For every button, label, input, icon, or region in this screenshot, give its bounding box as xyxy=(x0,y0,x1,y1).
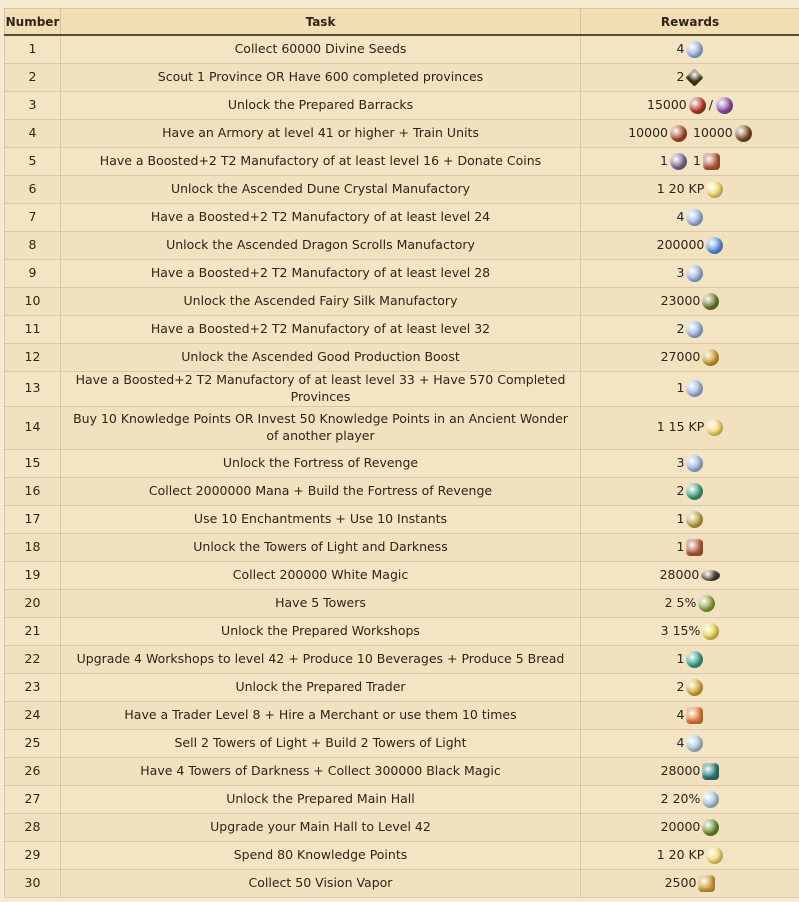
row-rewards xyxy=(581,785,799,813)
row-rewards xyxy=(581,232,799,260)
row-number: 30 xyxy=(5,869,61,897)
reward-list xyxy=(677,265,704,282)
row-number: 2 xyxy=(5,64,61,92)
row-number: 13 xyxy=(5,372,61,407)
table-row xyxy=(5,372,799,407)
row-rewards xyxy=(581,148,799,176)
reward-amount: 4 xyxy=(676,209,685,225)
soldier-icon xyxy=(670,125,687,142)
row-number: 1 xyxy=(5,35,61,64)
reward-list xyxy=(677,209,704,226)
reward-amount: 3 15% xyxy=(660,622,701,638)
unit-purple-icon xyxy=(716,97,733,114)
row-number: 24 xyxy=(5,701,61,729)
knowledge-point-icon xyxy=(706,847,723,864)
coin-bag-icon xyxy=(703,153,720,170)
beast-unit-icon xyxy=(735,125,752,142)
table-row xyxy=(5,841,799,869)
table-row xyxy=(5,645,799,673)
supply-boost-icon xyxy=(702,623,719,640)
table-row xyxy=(5,505,799,533)
row-task: Unlock the Prepared Workshops xyxy=(61,617,581,645)
orange-box-icon xyxy=(686,707,703,724)
gold-bars-icon xyxy=(698,875,715,892)
reward-list xyxy=(677,539,704,556)
table-row xyxy=(5,344,799,372)
row-task: Unlock the Ascended Fairy Silk Manufactory xyxy=(61,288,581,316)
reward-amount: 4 xyxy=(676,734,685,750)
table-row xyxy=(5,869,799,897)
reward-amount: 200000 xyxy=(656,237,705,253)
shield-buff-icon xyxy=(670,153,687,170)
table-row xyxy=(5,757,799,785)
reward-amount: 1 20 KP xyxy=(656,181,705,197)
row-number: 28 xyxy=(5,813,61,841)
table-row xyxy=(5,316,799,344)
row-number: 27 xyxy=(5,785,61,813)
reward-amount: 2 xyxy=(676,482,685,498)
row-task: Have a Boosted+2 T2 Manufactory of at least level 32 xyxy=(61,316,581,344)
row-task: Unlock the Fortress of Revenge xyxy=(61,449,581,477)
row-number: 15 xyxy=(5,449,61,477)
row-task: Have a Boosted+2 T2 Manufactory of at least level 28 xyxy=(61,260,581,288)
header-number: Number xyxy=(5,9,61,36)
row-rewards xyxy=(581,92,799,120)
row-task: Have an Armory at level 41 or higher + Train Units xyxy=(61,120,581,148)
row-task: Buy 10 Knowledge Points OR Invest 50 Knowledge Points in an Ancient Wonder of another player xyxy=(61,406,581,449)
table-header xyxy=(5,9,799,36)
reward-list xyxy=(677,707,704,724)
reward-list xyxy=(660,567,721,584)
row-number: 18 xyxy=(5,533,61,561)
unit-red-icon xyxy=(689,97,706,114)
row-number: 22 xyxy=(5,645,61,673)
reward-amount: 10000 xyxy=(693,125,733,141)
row-task: Have 5 Towers xyxy=(61,589,581,617)
header-rewards: Rewards xyxy=(581,9,799,36)
row-number: 19 xyxy=(5,561,61,589)
row-number: 16 xyxy=(5,477,61,505)
reward-list xyxy=(647,97,733,114)
row-task: Use 10 Enchantments + Use 10 Instants xyxy=(61,505,581,533)
reward-list xyxy=(657,181,724,198)
row-number: 6 xyxy=(5,176,61,204)
reward-list xyxy=(661,819,720,836)
reward-amount: 1 15 KP xyxy=(656,419,705,435)
reward-list xyxy=(677,69,704,86)
header-task: Task xyxy=(61,9,581,36)
reward-list xyxy=(628,125,752,142)
row-task: Scout 1 Province OR Have 600 completed provinces xyxy=(61,64,581,92)
row-task: Collect 60000 Divine Seeds xyxy=(61,35,581,64)
population-boost-icon xyxy=(702,791,719,808)
reward-list xyxy=(661,623,720,640)
snowflake-rune-icon xyxy=(686,735,703,752)
table-row xyxy=(5,92,799,120)
row-rewards xyxy=(581,701,799,729)
row-rewards xyxy=(581,204,799,232)
golden-coin-icon xyxy=(702,349,719,366)
reward-list xyxy=(677,455,704,472)
ancient-wonder-rune-icon xyxy=(686,455,703,472)
row-number: 20 xyxy=(5,589,61,617)
row-rewards xyxy=(581,841,799,869)
row-number: 26 xyxy=(5,757,61,785)
header-row xyxy=(5,9,799,36)
row-task: Unlock the Ascended Good Production Boost xyxy=(61,344,581,372)
row-number: 9 xyxy=(5,260,61,288)
table-row xyxy=(5,64,799,92)
reward-list xyxy=(661,763,720,780)
reward-list xyxy=(677,321,704,338)
reward-amount: 2500 xyxy=(664,874,697,890)
black-magic-icon xyxy=(702,763,719,780)
reward-list xyxy=(661,349,720,366)
row-number: 11 xyxy=(5,316,61,344)
row-task: Have a Boosted+2 T2 Manufactory of at least level 33 + Have 570 Completed Provinces xyxy=(61,372,581,407)
reward-amount: 3 xyxy=(676,265,685,281)
row-task: Have 4 Towers of Darkness + Collect 300000 Black Magic xyxy=(61,757,581,785)
row-rewards xyxy=(581,477,799,505)
reward-list xyxy=(661,791,720,808)
reward-list xyxy=(657,847,724,864)
table-row xyxy=(5,813,799,841)
reward-amount: 10000 xyxy=(628,125,668,141)
row-task: Unlock the Prepared Trader xyxy=(61,673,581,701)
table-row xyxy=(5,232,799,260)
row-rewards xyxy=(581,406,799,449)
dark-gem-icon xyxy=(701,570,720,581)
table-body xyxy=(5,35,799,897)
table-row xyxy=(5,729,799,757)
row-rewards xyxy=(581,561,799,589)
row-number: 14 xyxy=(5,406,61,449)
quest-table-container xyxy=(4,8,799,898)
mana-bubbles-icon xyxy=(706,237,723,254)
row-rewards xyxy=(581,176,799,204)
row-number: 21 xyxy=(5,617,61,645)
ancient-wonder-rune-icon xyxy=(686,265,703,282)
row-number: 23 xyxy=(5,673,61,701)
row-rewards xyxy=(581,344,799,372)
table-row xyxy=(5,449,799,477)
table-row xyxy=(5,148,799,176)
row-rewards xyxy=(581,35,799,64)
reward-amount: 2 20% xyxy=(660,790,701,806)
row-task: Upgrade 4 Workshops to level 42 + Produce 10 Beverages + Produce 5 Bread xyxy=(61,645,581,673)
row-rewards xyxy=(581,449,799,477)
goods-boost-icon xyxy=(698,595,715,612)
reward-amount: 1 xyxy=(676,510,685,526)
reward-amount: 3 xyxy=(676,454,685,470)
knowledge-point-icon xyxy=(706,181,723,198)
reward-amount: 1 xyxy=(676,650,685,666)
diamond-token-icon xyxy=(686,68,704,86)
knowledge-point-icon xyxy=(706,419,723,436)
table-row xyxy=(5,260,799,288)
reward-list xyxy=(661,293,720,310)
reward-list xyxy=(677,679,704,696)
row-rewards xyxy=(581,288,799,316)
table-row xyxy=(5,589,799,617)
reward-list xyxy=(677,651,704,668)
row-rewards xyxy=(581,260,799,288)
reward-list xyxy=(677,380,704,397)
row-task: Collect 200000 White Magic xyxy=(61,561,581,589)
table-row xyxy=(5,785,799,813)
reward-list xyxy=(665,595,716,612)
row-number: 3 xyxy=(5,92,61,120)
row-number: 8 xyxy=(5,232,61,260)
shield-buff-icon xyxy=(686,651,703,668)
row-task: Have a Boosted+2 T2 Manufactory of at least level 16 + Donate Coins xyxy=(61,148,581,176)
reward-list xyxy=(665,875,716,892)
row-rewards xyxy=(581,64,799,92)
row-task: Collect 50 Vision Vapor xyxy=(61,869,581,897)
reward-list xyxy=(657,419,724,436)
reward-amount: 1 xyxy=(676,538,685,554)
reward-amount: 2 5% xyxy=(664,594,697,610)
row-number: 12 xyxy=(5,344,61,372)
reward-amount: 1 xyxy=(660,153,668,169)
row-rewards xyxy=(581,589,799,617)
row-rewards xyxy=(581,617,799,645)
reward-amount: 1 xyxy=(676,380,685,396)
row-task: Upgrade your Main Hall to Level 42 xyxy=(61,813,581,841)
reward-separator: / xyxy=(708,97,713,113)
reward-amount: 27000 xyxy=(660,349,701,365)
reward-amount: 28000 xyxy=(659,566,700,582)
row-rewards xyxy=(581,757,799,785)
table-row xyxy=(5,561,799,589)
table-row xyxy=(5,701,799,729)
row-task: Spend 80 Knowledge Points xyxy=(61,841,581,869)
seed-sprout-icon xyxy=(702,293,719,310)
reward-amount: 4 xyxy=(676,706,685,722)
row-task: Unlock the Prepared Barracks xyxy=(61,92,581,120)
row-number: 4 xyxy=(5,120,61,148)
row-number: 17 xyxy=(5,505,61,533)
row-task: Unlock the Ascended Dune Crystal Manufactory xyxy=(61,176,581,204)
quest-table xyxy=(4,8,799,898)
row-rewards xyxy=(581,673,799,701)
row-task: Have a Trader Level 8 + Hire a Merchant or use them 10 times xyxy=(61,701,581,729)
table-row xyxy=(5,406,799,449)
reward-list xyxy=(657,237,724,254)
table-row xyxy=(5,533,799,561)
ancient-wonder-rune-icon xyxy=(686,321,703,338)
reward-amount: 28000 xyxy=(660,762,701,778)
row-number: 5 xyxy=(5,148,61,176)
ancient-wonder-rune-icon xyxy=(686,380,703,397)
table-row xyxy=(5,288,799,316)
row-task: Sell 2 Towers of Light + Build 2 Towers of Light xyxy=(61,729,581,757)
row-rewards xyxy=(581,645,799,673)
row-task: Unlock the Towers of Light and Darkness xyxy=(61,533,581,561)
row-rewards xyxy=(581,533,799,561)
table-row xyxy=(5,120,799,148)
row-rewards xyxy=(581,505,799,533)
row-task: Have a Boosted+2 T2 Manufactory of at least level 24 xyxy=(61,204,581,232)
reward-amount: 2 xyxy=(676,69,685,85)
row-task: Unlock the Ascended Dragon Scrolls Manufactory xyxy=(61,232,581,260)
gold-coin-icon xyxy=(686,679,703,696)
potion-icon xyxy=(686,511,703,528)
row-number: 25 xyxy=(5,729,61,757)
reward-amount: 4 xyxy=(676,41,685,57)
row-rewards xyxy=(581,869,799,897)
reward-amount: 2 xyxy=(676,678,685,694)
reward-amount: 1 20 KP xyxy=(656,846,705,862)
ancient-wonder-rune-icon xyxy=(686,41,703,58)
table-row xyxy=(5,477,799,505)
row-task: Collect 2000000 Mana + Build the Fortress of Revenge xyxy=(61,477,581,505)
reward-list xyxy=(677,483,704,500)
row-number: 10 xyxy=(5,288,61,316)
table-row xyxy=(5,204,799,232)
row-number: 7 xyxy=(5,204,61,232)
leaf-coins-icon xyxy=(702,819,719,836)
table-row xyxy=(5,35,799,64)
row-rewards xyxy=(581,372,799,407)
ancient-wonder-rune-icon xyxy=(686,209,703,226)
table-row xyxy=(5,673,799,701)
reward-list xyxy=(677,41,704,58)
row-rewards xyxy=(581,120,799,148)
row-rewards xyxy=(581,813,799,841)
reward-amount: 1 xyxy=(693,153,701,169)
reward-amount: 2 xyxy=(676,321,685,337)
reward-list xyxy=(677,511,704,528)
coin-bag-icon xyxy=(686,539,703,556)
table-row xyxy=(5,617,799,645)
row-rewards xyxy=(581,729,799,757)
table-row xyxy=(5,176,799,204)
reward-amount: 23000 xyxy=(660,293,701,309)
row-number: 29 xyxy=(5,841,61,869)
row-rewards xyxy=(581,316,799,344)
reward-list xyxy=(677,735,704,752)
reward-amount: 20000 xyxy=(660,818,701,834)
green-orb-icon xyxy=(686,483,703,500)
reward-amount: 15000 xyxy=(647,97,687,113)
row-task: Unlock the Prepared Main Hall xyxy=(61,785,581,813)
reward-list xyxy=(660,153,720,170)
